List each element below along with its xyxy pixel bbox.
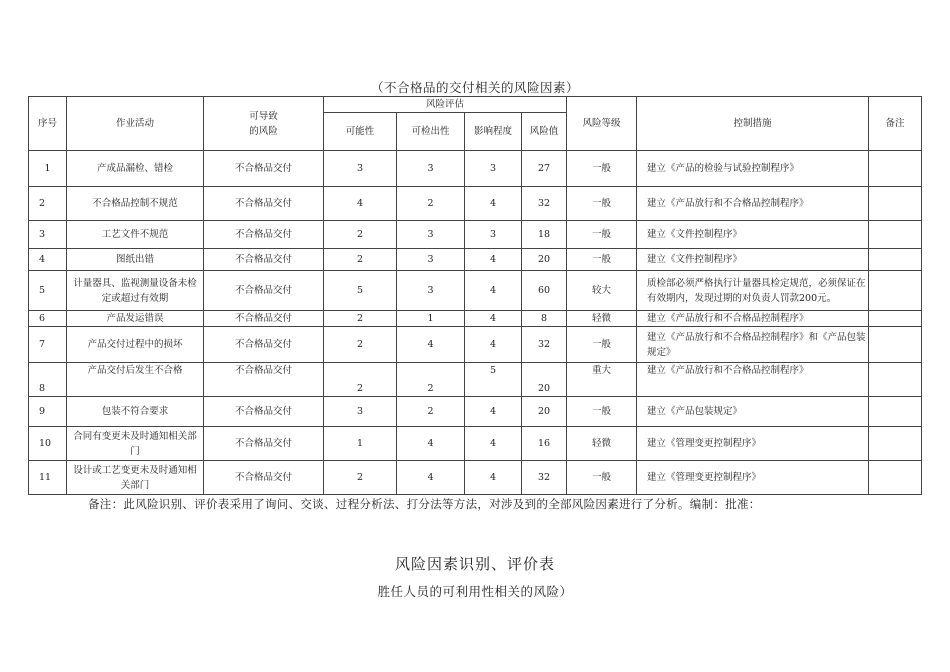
table-row bbox=[29, 187, 922, 221]
cell-measure: 建立《管理变更控制程序》 bbox=[637, 427, 869, 461]
cell-risk-value: 20 bbox=[522, 397, 567, 427]
cell-possibility: 3 bbox=[324, 151, 397, 187]
cell-detectability: 2 bbox=[397, 187, 465, 221]
cell-possibility: 5 bbox=[324, 271, 397, 311]
cell-detectability: 4 bbox=[397, 327, 465, 363]
header-risk-line1: 可导致 bbox=[249, 110, 278, 122]
cell-impact: 4 bbox=[465, 271, 522, 311]
cell-risk-value: 18 bbox=[522, 221, 567, 249]
table-caption: （不合格品的交付相关的风险因素） bbox=[370, 80, 579, 95]
cell-activity: 合同有变更未及时通知相关部门 bbox=[67, 427, 204, 461]
cell-risk: 不合格品交付 bbox=[204, 311, 324, 327]
cell-remarks bbox=[869, 427, 922, 461]
cell-risk: 不合格品交付 bbox=[204, 271, 324, 311]
cell-seq: 8 bbox=[29, 363, 67, 397]
cell-seq: 10 bbox=[29, 427, 67, 461]
cell-risk: 不合格品交付 bbox=[204, 461, 324, 495]
cell-measure: 建立《产品包装规定》 bbox=[637, 397, 869, 427]
cell-risk: 不合格品交付 bbox=[204, 221, 324, 249]
cell-seq: 6 bbox=[29, 311, 67, 327]
cell-risk: 不合格品交付 bbox=[204, 249, 324, 271]
page-title: 风险因素识别、评价表 bbox=[394, 555, 555, 573]
header-impact: 影响程度 bbox=[465, 113, 522, 151]
cell-impact: 4 bbox=[465, 249, 522, 271]
cell-measure: 建立《产品放行和不合格品控制程序》 bbox=[637, 311, 869, 327]
header-level: 风险等级 bbox=[567, 97, 637, 151]
cell-impact: 3 bbox=[465, 151, 522, 187]
cell-measure: 建立《产品放行和不合格品控制程序》和《产品包装规定》 bbox=[637, 327, 869, 363]
cell-remarks bbox=[869, 397, 922, 427]
cell-possibility: 2 bbox=[324, 311, 397, 327]
cell-remarks bbox=[869, 271, 922, 311]
cell-seq: 4 bbox=[29, 249, 67, 271]
cell-measure: 建立《产品的检验与试验控制程序》 bbox=[637, 151, 869, 187]
cell-remarks bbox=[869, 249, 922, 271]
cell-detectability: 3 bbox=[397, 221, 465, 249]
cell-risk-value: 20 bbox=[522, 363, 567, 397]
header-risk-line2: 的风险 bbox=[249, 125, 278, 137]
cell-risk: 不合格品交付 bbox=[204, 427, 324, 461]
cell-activity: 不合格品控制不规范 bbox=[67, 187, 204, 221]
cell-risk: 不合格品交付 bbox=[204, 187, 324, 221]
table-row bbox=[29, 311, 922, 327]
cell-level: 较大 bbox=[567, 271, 637, 311]
cell-detectability: 3 bbox=[397, 271, 465, 311]
table-row bbox=[29, 151, 922, 187]
cell-level: 一般 bbox=[567, 461, 637, 495]
cell-measure: 建立《文件控制程序》 bbox=[637, 221, 869, 249]
cell-remarks bbox=[869, 311, 922, 327]
cell-activity: 产品交付后发生不合格 bbox=[67, 363, 204, 397]
cell-measure: 建立《产品放行和不合格品控制程序》 bbox=[637, 187, 869, 221]
cell-impact: 4 bbox=[465, 427, 522, 461]
cell-risk: 不合格品交付 bbox=[204, 363, 324, 397]
cell-level: 一般 bbox=[567, 187, 637, 221]
cell-possibility: 2 bbox=[324, 461, 397, 495]
cell-seq: 2 bbox=[29, 187, 67, 221]
cell-risk-value: 8 bbox=[522, 311, 567, 327]
cell-impact: 4 bbox=[465, 327, 522, 363]
cell-seq: 3 bbox=[29, 221, 67, 249]
risk-table bbox=[28, 96, 922, 495]
cell-impact: 4 bbox=[465, 397, 522, 427]
cell-risk: 不合格品交付 bbox=[204, 327, 324, 363]
cell-possibility: 1 bbox=[324, 427, 397, 461]
cell-risk-value: 20 bbox=[522, 249, 567, 271]
cell-impact: 5 bbox=[465, 363, 522, 397]
table-row bbox=[29, 249, 922, 271]
cell-measure: 建立《文件控制程序》 bbox=[637, 249, 869, 271]
table-row bbox=[29, 427, 922, 461]
cell-activity: 包装不符合要求 bbox=[67, 397, 204, 427]
cell-seq: 7 bbox=[29, 327, 67, 363]
cell-activity: 设计或工艺变更未及时通知相关部门 bbox=[67, 461, 204, 495]
cell-remarks bbox=[869, 461, 922, 495]
cell-activity: 产成品漏检、错检 bbox=[67, 151, 204, 187]
cell-impact: 4 bbox=[465, 311, 522, 327]
cell-possibility: 2 bbox=[324, 327, 397, 363]
cell-measure: 建立《产品放行和不合格品控制程序》 bbox=[637, 363, 869, 397]
cell-risk-value: 32 bbox=[522, 187, 567, 221]
cell-seq: 9 bbox=[29, 397, 67, 427]
cell-detectability: 1 bbox=[397, 311, 465, 327]
cell-risk-value: 60 bbox=[522, 271, 567, 311]
header-risk bbox=[204, 97, 324, 151]
table-row bbox=[29, 271, 922, 311]
cell-remarks bbox=[869, 363, 922, 397]
cell-activity: 产品发运错误 bbox=[67, 311, 204, 327]
cell-level: 一般 bbox=[567, 221, 637, 249]
cell-level: 一般 bbox=[567, 151, 637, 187]
table-row bbox=[29, 363, 922, 397]
cell-activity: 计量器具、监视测量设备未检定或超过有效期 bbox=[67, 271, 204, 311]
cell-risk-value: 32 bbox=[522, 461, 567, 495]
cell-activity: 工艺文件不规范 bbox=[67, 221, 204, 249]
cell-measure: 建立《管理变更控制程序》 bbox=[637, 461, 869, 495]
cell-activity: 图纸出错 bbox=[67, 249, 204, 271]
cell-risk: 不合格品交付 bbox=[204, 397, 324, 427]
cell-level: 轻微 bbox=[567, 311, 637, 327]
header-risk-value: 风险值 bbox=[522, 113, 567, 151]
cell-seq: 11 bbox=[29, 461, 67, 495]
cell-remarks bbox=[869, 187, 922, 221]
cell-level: 一般 bbox=[567, 397, 637, 427]
cell-possibility: 4 bbox=[324, 187, 397, 221]
table-row bbox=[29, 461, 922, 495]
table-row bbox=[29, 397, 922, 427]
cell-risk: 不合格品交付 bbox=[204, 151, 324, 187]
cell-possibility: 2 bbox=[324, 221, 397, 249]
cell-detectability: 3 bbox=[397, 249, 465, 271]
cell-possibility: 2 bbox=[324, 249, 397, 271]
cell-possibility: 2 bbox=[324, 363, 397, 397]
header-measures: 控制措施 bbox=[637, 97, 869, 151]
cell-seq: 1 bbox=[29, 151, 67, 187]
cell-impact: 4 bbox=[465, 187, 522, 221]
header-activity: 作业活动 bbox=[67, 97, 204, 151]
cell-detectability: 4 bbox=[397, 461, 465, 495]
cell-risk-value: 16 bbox=[522, 427, 567, 461]
cell-detectability: 4 bbox=[397, 427, 465, 461]
cell-measure: 质检部必须严格执行计量器具检定规范，必须保证在有效期内，发现过期的对负责人罚款200元。 bbox=[637, 271, 869, 311]
remarks-note: 备注：此风险识别、评价表采用了询问、交谈、过程分析法、打分法等方法，对涉及到的全部风险因素进行了分析。编制：批准： bbox=[88, 497, 761, 511]
header-detectability: 可检出性 bbox=[397, 113, 465, 151]
cell-remarks bbox=[869, 327, 922, 363]
cell-remarks bbox=[869, 151, 922, 187]
cell-remarks bbox=[869, 221, 922, 249]
cell-impact: 3 bbox=[465, 221, 522, 249]
cell-risk-value: 32 bbox=[522, 327, 567, 363]
header-remarks: 备注 bbox=[869, 97, 922, 151]
header-evaluation: 风险评估 bbox=[324, 97, 567, 113]
cell-level: 轻微 bbox=[567, 427, 637, 461]
cell-detectability: 2 bbox=[397, 397, 465, 427]
cell-impact: 4 bbox=[465, 461, 522, 495]
table-row bbox=[29, 221, 922, 249]
cell-possibility: 3 bbox=[324, 397, 397, 427]
cell-detectability: 2 bbox=[397, 363, 465, 397]
cell-activity: 产品交付过程中的损坏 bbox=[67, 327, 204, 363]
header-possibility: 可能性 bbox=[324, 113, 397, 151]
page-subtitle: 胜任人员的可利用性相关的风险） bbox=[377, 584, 573, 599]
table-row bbox=[29, 327, 922, 363]
cell-level: 重大 bbox=[567, 363, 637, 397]
cell-level: 一般 bbox=[567, 327, 637, 363]
header-seq: 序号 bbox=[29, 97, 67, 151]
cell-level: 一般 bbox=[567, 249, 637, 271]
cell-risk-value: 27 bbox=[522, 151, 567, 187]
cell-detectability: 3 bbox=[397, 151, 465, 187]
cell-seq: 5 bbox=[29, 271, 67, 311]
